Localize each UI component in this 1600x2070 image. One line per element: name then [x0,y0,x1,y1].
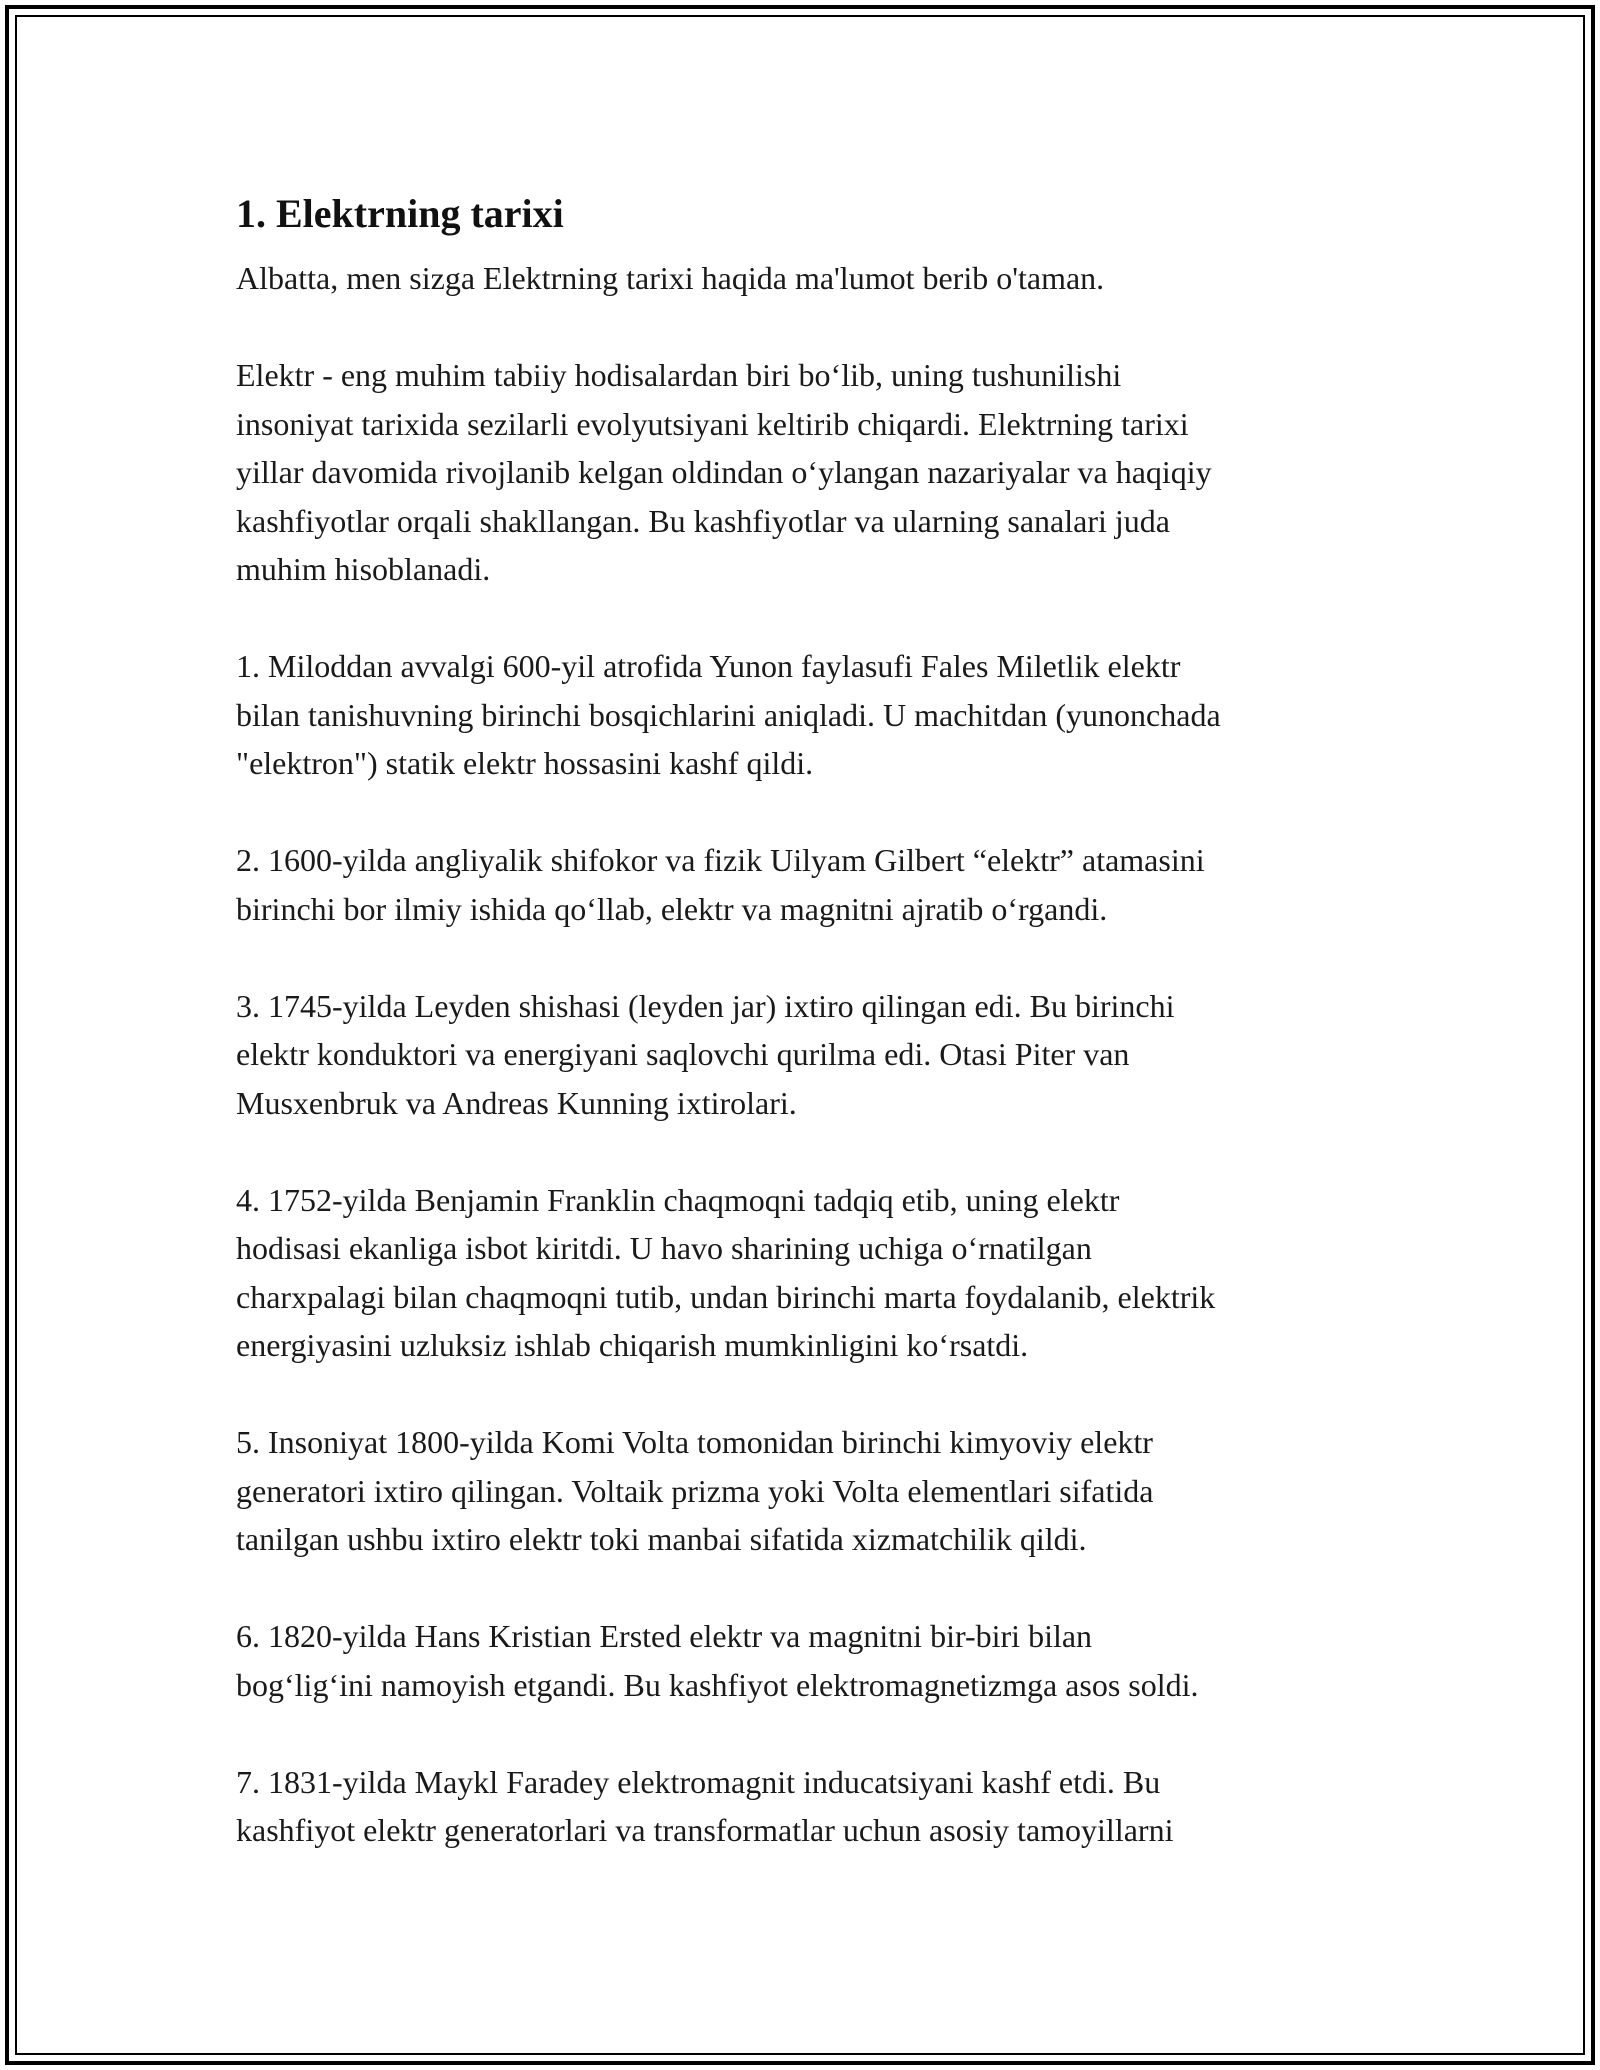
list-item-3: 3. 1745-yilda Leyden shishasi (leyden jar) ixtiro qilingan edi. Bu birinchi elektr konduktori va energiyani saqlovchi qurilma edi. Otasi Piter van Musxenbruk va Andreas Kunning ixtirolari. [236,987,1175,1121]
section-heading: 1. Elektrning tarixi [236,191,564,236]
intro-paragraph: Albatta, men sizga Elektrning tarixi haqida ma'lumot berib o'taman. [236,260,1105,296]
list-item-4: 4. 1752-yilda Benjamin Franklin chaqmoqni tadqiq etib, uning elektr hodisasi ekanliga isbot kiritdi. U havo sharining uchiga o‘rnatilgan charxpalagi bilan chaqmoqni tutib, undan birinchi marta foydalanib, elektrik energiyasini uzluksiz ishlab chiqarish mumkinligini ko‘rsatdi. [236,1181,1216,1363]
overview-paragraph: Elektr - eng muhim tabiiy hodisalardan biri bo‘lib, uning tushunilishi insoniyat tarixida sezilarli evolyutsiyani keltirib chiqardi. Elektrning tarixi yillar davomida rivojlanib kelgan oldindan o‘ylangan nazariyalar va haqiqiy kashfiyotlar orqali shakllangan. Bu kashfiyotlar va ularning sanalari juda muhim hisoblanadi. [236,357,1212,587]
list-item-7: 7. 1831-yilda Maykl Faradey elektromagnit inducatsiyani kashf etdi. Bu kashfiyot elektr generatorlari va transformatlar uchun asosiy tamoyillarni [236,1763,1174,1848]
list-item-2: 2. 1600-yilda angliyalik shifokor va fizik Uilyam Gilbert “elektr” atamasini birinchi bor ilmiy ishida qo‘llab, elektr va magnitni ajratib o‘rgandi. [236,842,1205,927]
list-item-1: 1. Miloddan avvalgi 600-yil atrofida Yunon faylasufi Fales Miletlik elektr bilan tanishuvning birinchi bosqichlarini aniqladi. U machitdan (yunonchada "elektron") statik elektr hossasini kashf qildi. [236,648,1221,781]
list-item-5: 5. Insoniyat 1800-yilda Komi Volta tomonidan birinchi kimyoviy elektr generatori ixtiro qilingan. Voltaik prizma yoki Volta elementlari sifatida tanilgan ushbu ixtiro elektr toki manbai sifatida xizmatchilik qildi. [236,1424,1154,1557]
list-item-6: 6. 1820-yilda Hans Kristian Ersted elektr va magnitni bir-biri bilan bog‘lig‘ini namoyish etgandi. Bu kashfiyot elektromagnetizmga asos soldi. [236,1618,1199,1703]
document-body [236,188,1386,1903]
